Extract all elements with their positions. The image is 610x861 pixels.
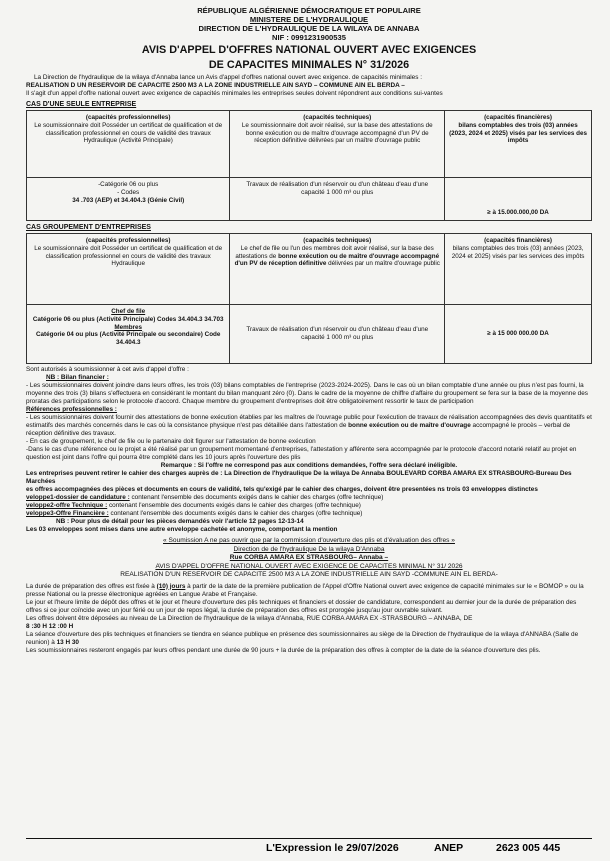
single-tech-title: (capacités techniques) — [303, 114, 372, 121]
envelope-1-line — [26, 494, 592, 502]
group-tech-text-2: délivrées par un maître d'ouvrage public — [326, 260, 440, 268]
offers-line: es offres accompagnées des pièces et documents en cours de validité, tels qu'exigé par le cahier des charges, doivent être presentées ns trois 03 enveloppes distinctes — [26, 486, 538, 493]
references-text-b: accompagné le procès – verbal de réception définitive des travaux. — [26, 422, 571, 437]
intro-line: La Direction de l'hydraulique de la wilaya d'Annaba lance un Avis d'appel d'offres national ouvert avec exigence. de capacités minimales : — [34, 74, 422, 81]
single-fin-title: (capacités financières) — [484, 114, 552, 121]
group-tech-value: Travaux de réalisation d'un réservoir ou d'un château d'eau d'une capacité 1 000 m³ ou plus — [246, 326, 429, 341]
group-tech-title: (capacités techniques) — [303, 237, 372, 244]
group-tech-cell — [230, 234, 445, 305]
envelope-2-label: veloppe2-offre Technique : — [26, 502, 108, 509]
references-text-1 — [26, 414, 592, 438]
single-prof-cell — [27, 111, 230, 178]
opening-session-text — [26, 631, 592, 647]
single-fin-cell — [445, 111, 592, 178]
group-prof-value-cell — [27, 305, 230, 364]
anep-label: ANEP — [434, 842, 464, 854]
membres-title: Membres — [114, 323, 143, 331]
notice-title-line2: DE CAPACITES MINIMALES N° 31/2026 — [208, 59, 410, 71]
remarque-line: Remarque : Si l'offre ne correspond pas aux conditions demandées, l'offre sera déclaré inéligible. — [160, 462, 458, 469]
single-fin-value: ≥ à 15.000.000,00 DA — [487, 209, 549, 217]
section-single-company-title: CAS D'UNE SEULE ENTREPRISE — [26, 101, 137, 108]
group-tech-text-1: Le chef de file ou l'un des membres doit avoir réalisé, sur la base des attestations de — [235, 244, 434, 260]
nif-line: NIF : 0991231900535 — [272, 33, 346, 42]
single-prof-text: Le soumissionnaire doit Posséder un certificat de qualification et de classification professionnel en cours de validité des travaux Hydraulique (Activité Principale) — [34, 121, 223, 145]
membres-text: Catégorie 04 ou plus (Activité Principale ou secondaire) Code 34.404.3 — [35, 331, 221, 347]
envelope-1-text: contenant l'ensemble des documents exigés dans le cahier des charges (offre technique) — [129, 494, 384, 501]
references-text-a: - Les soumissionnaires doivent fournir des attestations de bonne exécution établies par les maîtres de l'ouvrage public pour l'exécution de travaux de réalisation accompagnées des devis quantitatifs et estimatifs des marchés concernés dans le cas où la consistance physique n'est pas détaillée dans l'attestation de — [26, 414, 592, 429]
group-fin-title: (capacités financières) — [484, 237, 552, 244]
deadline-text: Le jour et l'heure limite de dépôt des offres et le jour et l'heure d'ouverture des plis techniques et financiers et dossier de candidature, correspondent au dernier jour de la durée de préparation des offres si ce jour coïncide avec un jour férié ou un jour de repos légal, la durée de préparation des offres est prorogée jusqu'au jour ouvrable suivant. — [26, 598, 577, 614]
chef-de-file-text: Catégorie 06 ou plus (Activité Principale) Codes 34.404.3 34.703 — [32, 315, 224, 323]
group-tech-text-bold: bonne exécution ou de maître d'ouvrage accompagné d'un PV de réception définitive — [234, 252, 440, 268]
single-tech-text: Le soumissionnaire doit avoir réalisé, sur la base des attestations de bonne exécution ou de maître d'ouvrage accompagné d'un PV de réception définitive délivrées par un maître d'ouvrage public — [241, 121, 433, 145]
single-tech-value-cell — [230, 178, 445, 221]
deposit-hours: 8 :30 H 12 :00 H — [26, 622, 74, 630]
chef-de-file-title: Chef de file — [111, 308, 146, 315]
envelope-mention-rue: Rue CORBA AMARA EX STRASBOURG– Annaba – — [229, 554, 389, 561]
duration-days: (10) jours — [156, 582, 186, 590]
duration-text — [26, 583, 592, 599]
opening-session-a: La séance d'ouverture des plis techniques et financiers se tiendra en séance publique en présence des soumissionnaires au siège de la Direction de l'hydraulique de la wilaya d'ANNABA (Salle de reunion) à — [26, 630, 579, 646]
anep-code: 2623 005 445 — [496, 842, 561, 854]
direction-heading: DIRECTION DE L'HYDRAULIQUE DE LA WILAYA DE ANNABA — [198, 24, 420, 33]
group-fin-text: bilans comptables des trois (03) années (2023, 2024 et 2025) visés par les services des impôts — [451, 244, 585, 260]
nb-bilan-heading: NB : Bilan financier : — [46, 374, 109, 381]
single-fin-value-cell — [445, 178, 592, 221]
nb-pieces-line: NB : Pour plus de détail pour les pièces demandés voir l'article 12 pages 12-13-14 — [56, 518, 304, 525]
republic-heading: RÉPUBLIQUE ALGÉRIENNE DÉMOCRATIQUE ET POPULAIRE — [197, 6, 421, 15]
withdraw-specs-line: Les entreprises peuvent retirer le cahier des charges auprès de : La Direction de l'hydraulique De la wilaya De Annaba BOULEVARD CORBA AMARA EX STRASBOURG-Bureau Des Marchées — [26, 470, 572, 485]
group-tech-text — [234, 245, 440, 268]
envelope-mention-avis: AVIS D'APPEL D'OFFRE NATIONAL OUVERT AVEC EXIGENCE DE CAPACITES MINIMAL N° 31/ 2026 — [155, 562, 463, 570]
group-fin-value-cell — [445, 305, 592, 364]
single-company-table — [26, 110, 592, 221]
commitment-text: Les soumissionnaires resteront engagés par leurs offres pendant une durée de 90 jours + la durée de la préparation des offres à compter de la date de la séance d'ouverture des plis. — [26, 646, 541, 654]
envelope-1-label: veloppe1-dossier de candidature : — [26, 494, 130, 501]
duration-text-b: à partir de la date de la première publication de l'Appel d'Offre National ouvert avec exigence de capacité minimales sur le « BOMOP » ou la presse National ou la presse électronique agréées en Langue Arabe et Française. — [26, 582, 584, 598]
group-fin-value: ≥ à 15 000 000.00 DA — [487, 330, 549, 338]
opening-session-time: 13 H 30 — [56, 638, 79, 646]
references-text-bold: bonne exécution ou de maître d'ouvrage — [348, 422, 471, 429]
envelopes-line: Les 03 enveloppes sont mises dans une autre enveloppe cachetée et anonyme, comportant la mention — [26, 526, 338, 533]
single-tech-cell — [230, 111, 445, 178]
group-prof-title: (capacités professionnelles) — [85, 237, 171, 244]
envelope-mention-direction: Direction de de l'hydraulique De la wilaya D'Annaba — [233, 545, 385, 553]
single-prof-value-cell — [27, 178, 230, 221]
group-table — [26, 233, 592, 364]
project-name: REALISATION D UN RESERVOIR DE CAPACITE 2500 M3 A LA ZONE INDUSTRIELLE AIN SAYD – COMMUNE AIN EL BERDA – — [26, 82, 405, 89]
envelope-2-text: contenant l'ensemble des documents exigés dans le cahier des charges (offre technique) — [107, 502, 361, 509]
single-prof-category: -Catégorie 06 ou plus — [98, 181, 159, 188]
single-prof-title: (capacités professionnelles) — [85, 114, 171, 121]
duration-text-a: La durée de préparation des offres est fixée à — [26, 582, 157, 590]
envelope-mention-soumission: « Soumission A ne pas ouvrir que par la commission d'ouverture des plis et d'évaluation des offres » — [163, 537, 455, 544]
bilan-text: - Les soumissionnaires doivent joindre dans leurs offres, les trois (03) bilans comptables de l'entreprise (2023-2024-2025). Dans le cas où un bilan comptable d'une année ou plus n'est pas fourni, la moyenne des trois (3) bilans s'effectuera en considérant le montant du bilan manquant zéro (0). Dans le cadre de la moyenne de chiffre d'affaire du groupement se fera sur la base de la moyenne des proratas des participations selon le protocole d'accord. Chaque membre du groupement d'entreprises doit être obligatoirement ressortir le taux de participation — [26, 382, 588, 405]
envelope-2-line — [26, 502, 592, 510]
section-group-title: CAS GROUPEMENT D'ENTREPRISES — [26, 224, 151, 231]
single-prof-codes: 34 .703 (AEP) et 34.404.3 (Génie Civil) — [72, 196, 185, 204]
group-prof-text: Le soumissionnaire doit Posséder un certificat de qualification et de classification professionnel en cours de validité des travaux Hydraulique — [34, 244, 223, 268]
group-tech-value-cell — [230, 305, 445, 364]
authorized-line: Sont autorisés à soumissionner à cet avis d'appel d'offre : — [26, 366, 189, 373]
envelope-3-line — [26, 510, 592, 518]
references-text-2: - En cas de groupement, le chef de file ou le partenaire doit figurer sur l'attestation de bonne exécution — [26, 438, 316, 445]
group-fin-cell — [445, 234, 592, 305]
single-prof-codes-label: - Codes — [117, 188, 140, 196]
single-fin-text: bilans comptables des trois (03) années (2023, 2024 et 2025) visés par les services des impôts — [449, 121, 588, 145]
group-prof-cell — [27, 234, 230, 305]
envelope-mention-projet: REALISATION D'UN RESERVOIR DE CAPACITE 2500 M3 A LA ZONE INDUSTRIELLE AIN SAYD -COMMUNE AIN EL BERDA- — [120, 571, 498, 578]
newspaper-date: L'Expression le 29/07/2026 — [266, 842, 399, 854]
references-text-3: -Dans le cas d'une référence ou le projet a été réalisé par un groupement momentané d'entreprises, l'attestation y afférente sera accompagnée par le protocole d'accord notarié relatif au projet en question est joint dans l'offre qui pourra être complété dans les 10 jours après l'ouverture des plis — [26, 446, 577, 461]
notice-title-line1: AVIS D'APPEL D'OFFRES NATIONAL OUVERT AVEC EXIGENCES — [141, 44, 477, 56]
references-heading: Références professionnelles : — [26, 406, 117, 413]
envelope-3-text: contenant l'ensemble des documents exigés dans le cahier des charges (offre technique) — [108, 510, 363, 517]
intro-conditions: Il s'agit d'un appel d'offre national ouvert avec exigence de capacités minimales les entreprises seules doivent répondrent aux conditions sui-vantes — [26, 90, 443, 97]
publication-footer — [26, 838, 592, 857]
single-tech-value: Travaux de réalisation d'un réservoir ou d'un château d'eau d'une capacité 1 000 m³ ou plus — [246, 181, 429, 196]
envelope-3-label: veloppe3-Offre Financière : — [26, 510, 109, 517]
deposit-text: Les offres doivent être déposées au niveau de La Direction de l'hydraulique de la wilaya d'Annaba, RUE CORBA AMARA EX -STRASBOURG – ANNABA, DE — [26, 614, 473, 622]
ministry-heading: MINISTERE DE L'HYDRAULIQUE — [249, 15, 369, 24]
